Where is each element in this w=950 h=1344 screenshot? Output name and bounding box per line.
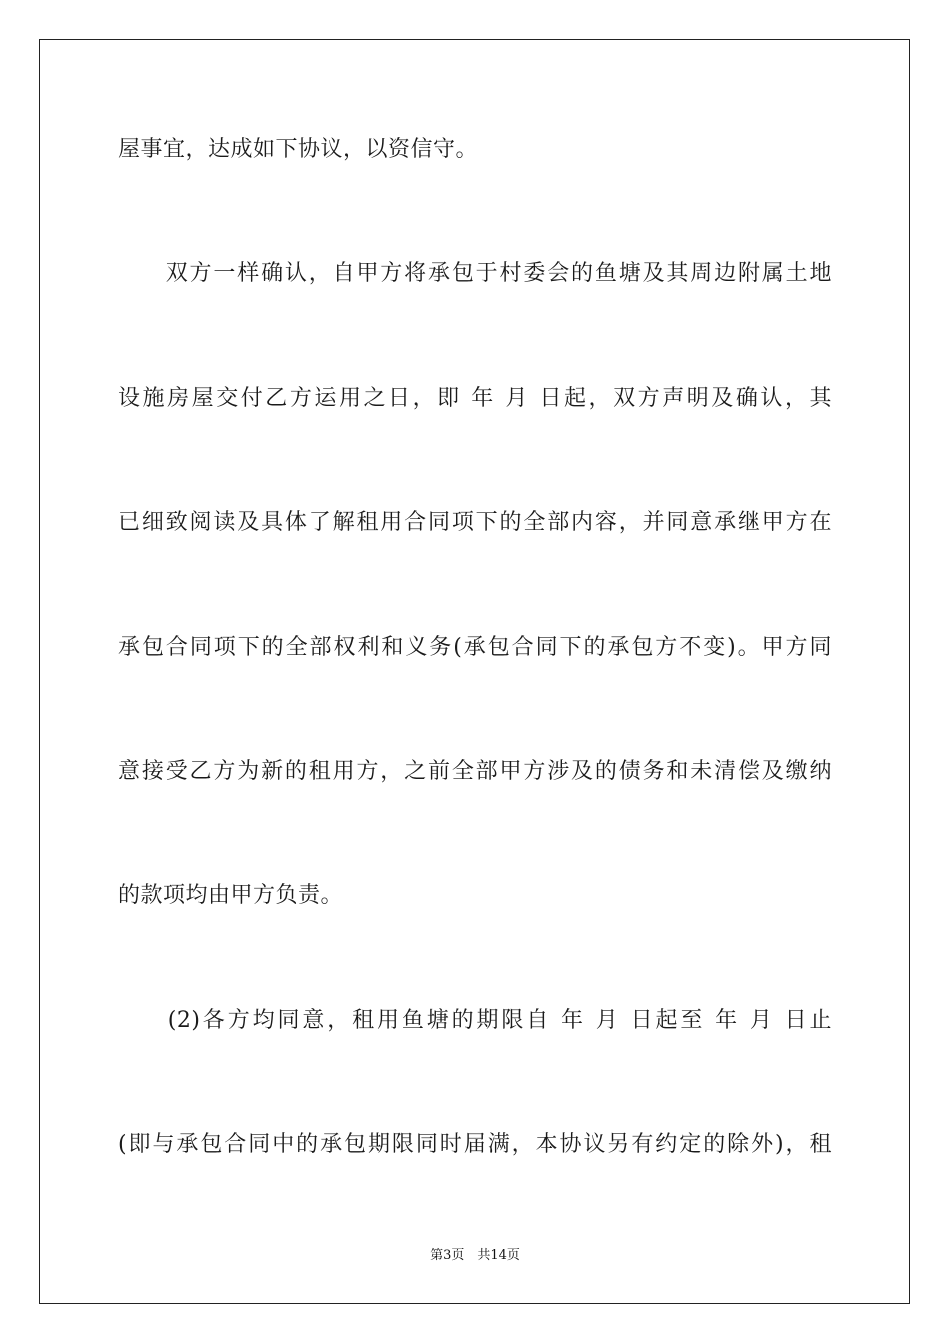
text-line-4: 已细致阅读及具体了解租用合同项下的全部内容，并同意承继甲方在 — [118, 510, 832, 535]
text-line-8: (2)各方均同意，租用鱼塘的期限自 年 月 日起至 年 月 日止 — [118, 1008, 832, 1033]
text-line-9: (即与承包合同中的承包期限同时届满，本协议另有约定的除外)，租 — [118, 1132, 832, 1157]
text-line-2: 双方一样确认，自甲方将承包于村委会的鱼塘及其周边附属土地 — [118, 261, 832, 286]
text-line-7: 的款项均由甲方负责。 — [118, 883, 344, 908]
text-line-6: 意接受乙方为新的租用方，之前全部甲方涉及的债务和未清偿及缴纳 — [118, 759, 832, 784]
text-line-3: 设施房屋交付乙方运用之日，即 年 月 日起，双方声明及确认，其 — [118, 386, 832, 411]
text-line-1: 屋事宜，达成如下协议，以资信守。 — [118, 137, 479, 162]
page-number-footer: 第3页 共14页 — [430, 1248, 520, 1263]
page-frame — [39, 39, 910, 1304]
text-line-5: 承包合同项下的全部权利和义务(承包合同下的承包方不变)。甲方同 — [118, 635, 832, 660]
